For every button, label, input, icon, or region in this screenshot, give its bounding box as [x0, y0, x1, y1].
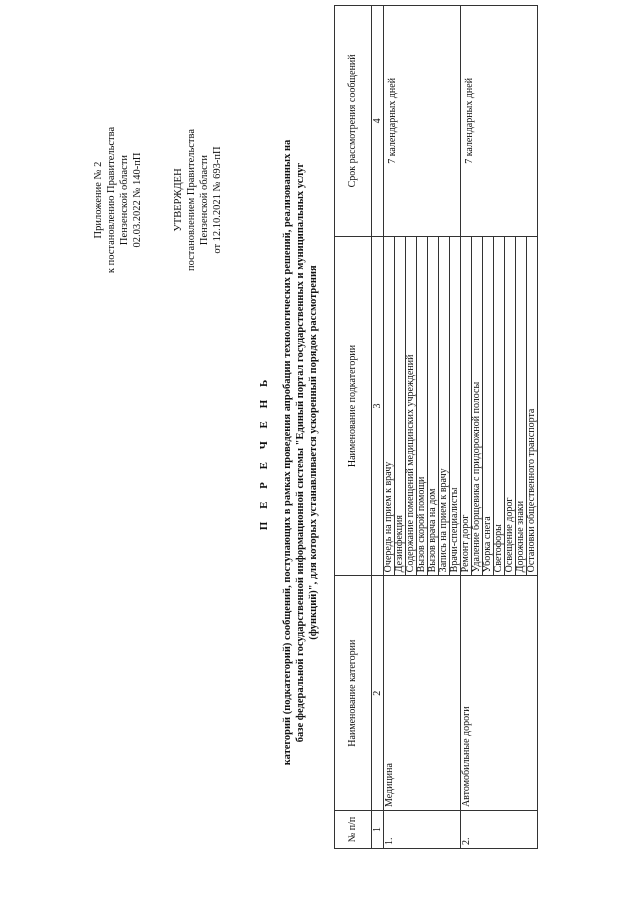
row-subcategory: Уборка снега: [483, 236, 494, 576]
row-subcategory: Вызов скорой помощи: [417, 236, 428, 576]
header-number: № п/п: [335, 811, 372, 849]
approval-header: [172, 105, 224, 295]
categories-table: [334, 5, 538, 849]
row-deadline: 7 календарных дней: [461, 6, 538, 237]
row-subcategory: Врачи-специалисты: [450, 236, 461, 576]
table-header-row: [335, 6, 372, 849]
column-number: 3: [372, 236, 384, 576]
document-title-block: [258, 60, 320, 845]
column-number: 1: [372, 811, 384, 849]
appendix-line: Приложение № 2: [93, 161, 104, 239]
subtitle-line: категорий (подкатегорий) сообщений, поступающих в рамках проведения апробации технологических решений, реализованных на: [282, 139, 293, 766]
subtitle-line: базе федеральной государственной информационной системы "Единый портал государственных и муниципальных услуг: [295, 162, 306, 743]
row-subcategory: Вызов врача на дом: [428, 236, 439, 576]
row-subcategory: Содержание помещений медицинских учреждений: [406, 236, 417, 576]
table-row: [461, 6, 472, 849]
row-category: Автомобильные дороги: [461, 576, 538, 811]
table-row: [384, 6, 395, 849]
subtitle-line: (функций)", для которых устанавливается ускоренный порядок рассмотрения: [308, 265, 319, 640]
row-subcategory: Дорожные знаки: [516, 236, 527, 576]
approval-line: Пензенской области: [199, 154, 210, 246]
row-subcategory: Запись на прием к врачу: [439, 236, 450, 576]
row-subcategory: Остановки общественного транспорта: [527, 236, 538, 576]
row-subcategory: Ремонт дорог: [461, 236, 472, 576]
column-number-row: [372, 6, 384, 849]
header-deadline: Срок рассмотрения сообщений: [335, 6, 372, 237]
appendix-line: Пензенской области: [119, 154, 130, 246]
row-subcategory: Дезинфекция: [395, 236, 406, 576]
row-subcategory: Светофоры: [494, 236, 505, 576]
appendix-header: [92, 110, 144, 290]
row-subcategory: Освещение дорог: [505, 236, 516, 576]
row-number: 2.: [461, 811, 538, 849]
appendix-line: к постановлению Правительства: [106, 126, 117, 274]
approval-line: постановлением Правительства: [186, 129, 197, 272]
column-number: 2: [372, 576, 384, 811]
row-deadline: 7 календарных дней: [384, 6, 461, 237]
row-category: Медицина: [384, 576, 461, 811]
row-subcategory: Удаление борщевика с придорожной полосы: [472, 236, 483, 576]
column-number: 4: [372, 6, 384, 237]
row-number: 1.: [384, 811, 461, 849]
header-subcategory: Наименование подкатегории: [335, 236, 372, 576]
approval-line: УТВЕРЖДЕН: [173, 168, 184, 232]
header-category: Наименование категории: [335, 576, 372, 811]
row-subcategory: Очередь на прием к врачу: [384, 236, 395, 576]
approval-line: от 12.10.2021 № 693-пП: [212, 146, 223, 254]
appendix-line: 02.03.2022 № 140-пП: [132, 152, 143, 248]
document-title: П Е Р Е Ч Е Н Ь: [258, 374, 270, 531]
